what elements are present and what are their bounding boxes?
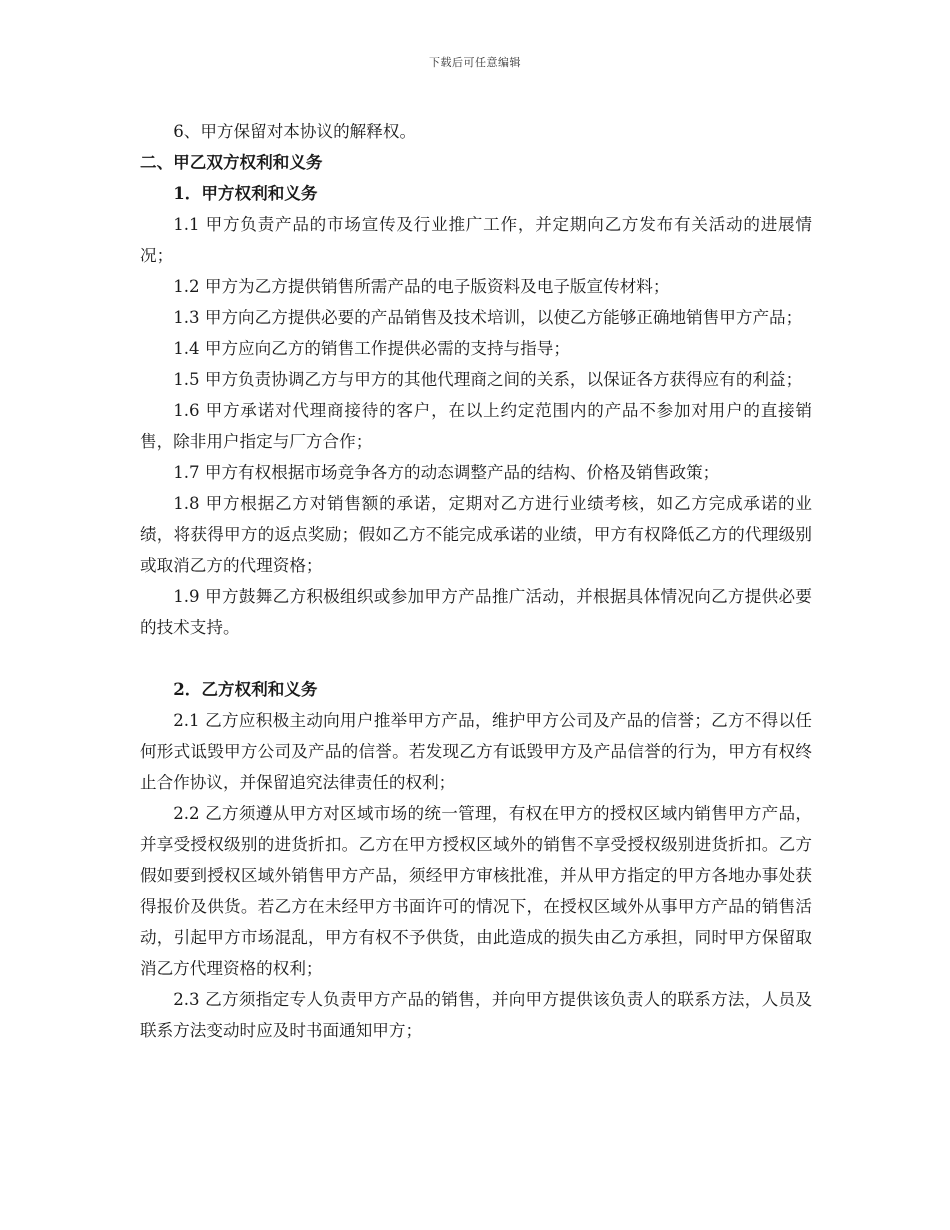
clause-1-7: 1.7 甲方有权根据市场竞争各方的动态调整产品的结构、价格及销售政策； <box>173 463 720 482</box>
clause-1-9: 1.9 甲方鼓舞乙方积极组织或参加甲方产品推广活动，并根据具体情况向乙方提供必要的技术支持。 <box>140 587 812 637</box>
clause-6: 6、甲方保留对本协议的解释权。 <box>173 122 417 141</box>
clause-1-5: 1.5 甲方负责协调乙方与甲方的其他代理商之间的关系，以保证各方获得应有的利益； <box>173 370 803 389</box>
clause-2-2: 2.2 乙方须遵从甲方对区域市场的统一管理，有权在甲方的授权区域内销售甲方产品，并享受授权级别的进货折扣。乙方在甲方授权区域外的销售不享受授权级别进货折扣。乙方假如要到授权区域外销售甲方产品，须经甲方审核批准，并从甲方指定的甲方各地办事处获得报价及供货。若乙方在未经甲方书面许可的情况下，在授权区域外从事甲方产品的销售活动，引起甲方市场混乱，甲方有权不予供货，由此造成的损失由乙方承担，同时甲方保留取消乙方代理资格的权利； <box>140 804 812 978</box>
document-body <box>140 116 812 1046</box>
clause-1-8: 1.8 甲方根据乙方对销售额的承诺，定期对乙方进行业绩考核，如乙方完成承诺的业绩，将获得甲方的返点奖励；假如乙方不能完成承诺的业绩，甲方有权降低乙方的代理级别或取消乙方的代理资格； <box>140 494 812 575</box>
clause-2-3: 2.3 乙方须指定专人负责甲方产品的销售，并向甲方提供该负责人的联系方法，人员及联系方法变动时应及时书面通知甲方； <box>140 990 812 1040</box>
clause-1-3: 1.3 甲方向乙方提供必要的产品销售及技术培训，以使乙方能够正确地销售甲方产品； <box>173 308 803 327</box>
clause-2-1: 2.1 乙方应积极主动向用户推举甲方产品，维护甲方公司及产品的信誉；乙方不得以任何形式诋毁甲方公司及产品的信誉。若发现乙方有诋毁甲方及产品信誉的行为，甲方有权终止合作协议，并保留追究法律责任的权利； <box>140 711 812 792</box>
party-b-heading: 2．乙方权利和义务 <box>173 679 318 699</box>
clause-1-6: 1.6 甲方承诺对代理商接待的客户，在以上约定范围内的产品不参加对用户的直接销售，除非用户指定与厂方合作； <box>140 401 812 451</box>
party-a-heading: 1．甲方权利和义务 <box>173 183 318 203</box>
clause-1-4: 1.4 甲方应向乙方的销售工作提供必需的支持与指导； <box>173 339 570 358</box>
page-header-note: 下载后可任意编辑 <box>429 56 521 69</box>
section-2-heading: 二、甲乙双方权利和义务 <box>140 152 323 172</box>
clause-1-2: 1.2 甲方为乙方提供销售所需产品的电子版资料及电子版宣传材料； <box>173 277 670 296</box>
clause-1-1: 1.1 甲方负责产品的市场宣传及行业推广工作，并定期向乙方发布有关活动的进展情况； <box>140 215 812 265</box>
paragraph-spacer <box>140 643 812 674</box>
